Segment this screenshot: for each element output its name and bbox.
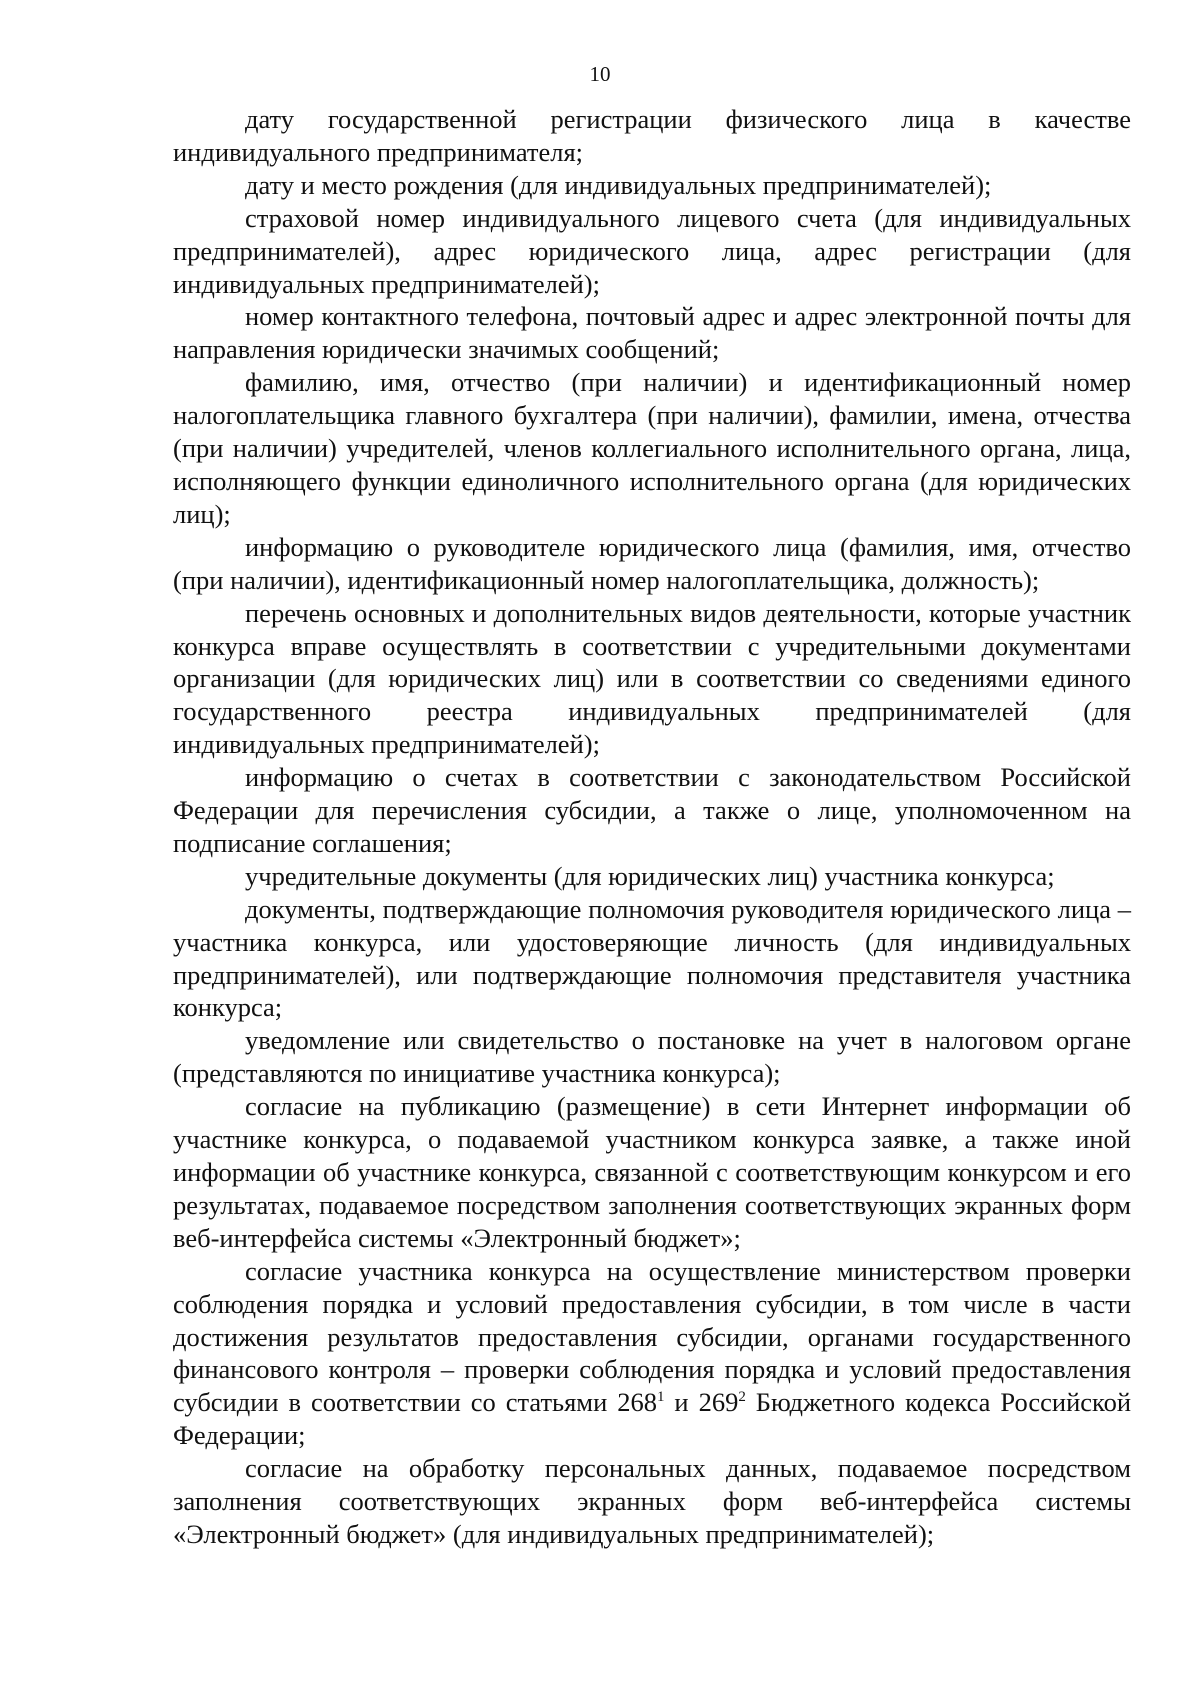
paragraph-names: фамилию, имя, отчество (при наличии) и идентификационный номер налогоплательщика главного бухгалтера (при наличии), фамилии, имена, отчества (при наличии) учредителей, членов коллегиального исполнительного органа, лица, исполняющего функции единоличного исполнительного органа (для юридических лиц); [173, 367, 1131, 529]
paragraph-insurance-number: страховой номер индивидуального лицевого счета (для индивидуальных предпринимателей), адрес юридического лица, адрес регистрации (для индивидуальных предпринимателей); [173, 202, 1131, 299]
document-body [173, 103, 1131, 1551]
superscript-article-269: 2 [738, 1389, 746, 1406]
paragraph-founding-docs: учредительные документы (для юридических лиц) участника конкурса; [245, 860, 1055, 891]
paragraph-publication-consent: согласие на публикацию (размещение) в сети Интернет информации об участнике конкурса, о подаваемой участником конкурса заявке, а также иной информации об участнике конкурса, связанной с соответствующим конкурсом и его результатах, подаваемое посредством заполнения соответствующих экранных форм веб-интерфейса системы «Электронный бюджет»; [173, 1091, 1131, 1253]
paragraph-personal-data-consent: согласие на обработку персональных данных, подаваемое посредством заполнения соответствующих экранных форм веб-интерфейса системы «Электронный бюджет» (для индивидуальных предпринимателей); [173, 1453, 1131, 1549]
paragraph-activities: перечень основных и дополнительных видов деятельности, которые участник конкурса вправе осуществлять в соответствии с учредительными документами организации (для юридических лиц) или в соответствии со сведениями единого государственного реестра индивидуальных предпринимателей (для индивидуальных предпринимателей); [173, 597, 1131, 760]
page-number: 10 [589, 62, 611, 86]
paragraph-accounts: информацию о счетах в соответствии с законодательством Российской Федерации для перечисления субсидии, а также о лице, уполномоченном на подписание соглашения; [173, 762, 1131, 858]
superscript-article-268: 1 [656, 1389, 665, 1406]
paragraph-director-info: информацию о руководителе юридического лица (фамилия, имя, отчество (при наличии), идентификационный номер налогоплательщика, должность); [173, 531, 1131, 595]
paragraph-birth-date: дату и место рождения (для индивидуальных предпринимателей); [245, 169, 992, 200]
paragraph-authority-docs: документы, подтверждающие полномочия руководителя юридического лица – участника конкурса, или удостоверяющие личность (для индивидуальных предпринимателей), или подтверждающие полномочия представителя участника конкурса; [173, 893, 1131, 1023]
paragraph-tax-registration: уведомление или свидетельство о постановке на учет в налоговом органе (представляются по инициативе участника конкурса); [173, 1025, 1131, 1089]
paragraph-inspection-consent [173, 1255, 1131, 1452]
inspection-consent-text-middle: и 269 [664, 1387, 739, 1418]
inspection-consent-text-before: согласие участника конкурса на осуществление министерством проверки соблюдения порядка и условий предоставления субсидии, в том числе в части достижения результатов предоставления субсидии, органами государственного финансового контроля – проверки соблюдения порядка и условий предоставления субсидии в соответствии со статьями 268 [173, 1255, 1131, 1418]
paragraph-registration-date: дату государственной регистрации физического лица в качестве индивидуального предпринимателя; [173, 104, 1131, 167]
inspection-consent-text-after: Бюджетного кодекса Российской Федерации; [173, 1387, 1132, 1451]
paragraph-contact-info: номер контактного телефона, почтовый адрес и адрес электронной почты для направления юридически значимых сообщений; [173, 301, 1131, 365]
